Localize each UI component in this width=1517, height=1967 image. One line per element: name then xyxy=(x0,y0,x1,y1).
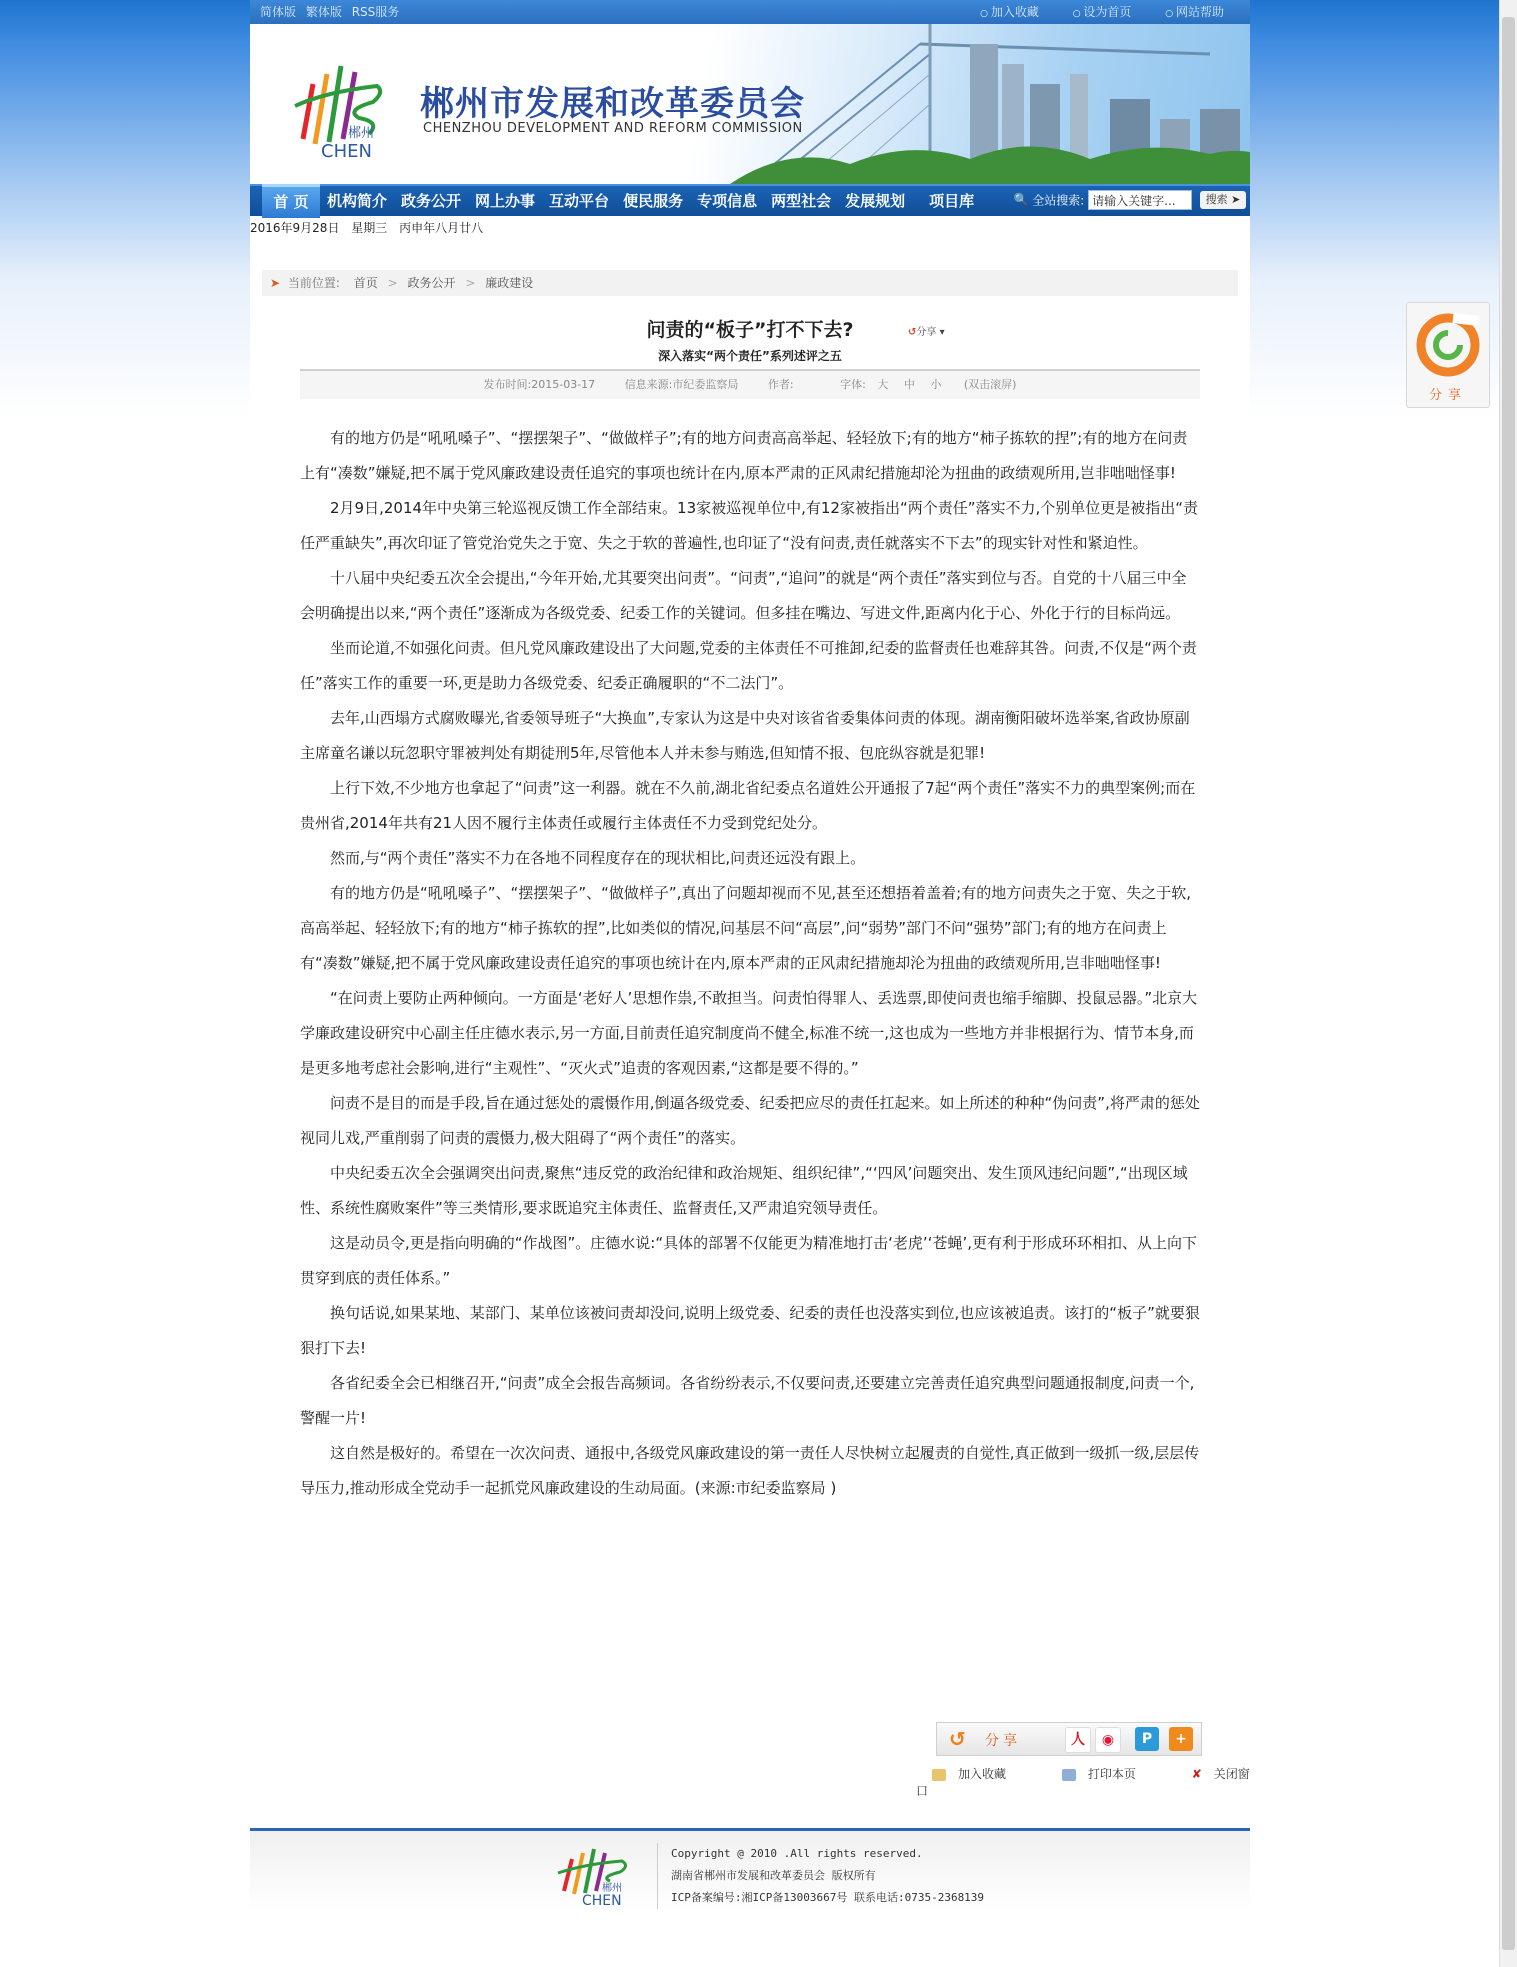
close-icon: ✘ xyxy=(1191,1767,1202,1781)
current-date: 2016年9月28日 xyxy=(250,221,340,235)
nav-special-info[interactable]: 专项信息 xyxy=(697,192,758,210)
link-set-homepage[interactable]: ○ 设为首页 xyxy=(1073,5,1132,19)
nav-online-services[interactable]: 网上办事 xyxy=(475,192,536,210)
search-label: 全站搜索: xyxy=(1032,193,1085,208)
paragraph: 这自然是极好的。希望在一次次问责、通报中,各级党风廉政建设的第一责任人尽快树立起履责的自觉性,真正做到一级抓一级,层层传导压力,推动形成全党动手一起抓党风廉政建设的生动局面。(来源:市纪委监察局 ) xyxy=(300,1444,1200,1497)
breadcrumb-gov-affairs[interactable]: 政务公开 xyxy=(407,276,456,290)
link-simplified[interactable]: 简体版 xyxy=(260,5,297,19)
breadcrumb xyxy=(262,270,1238,296)
paragraph: 然而,与“两个责任”落实不力在各地不同程度存在的现状相比,问责还远没有跟上。 xyxy=(330,849,866,867)
weibo-share-icon[interactable]: ◉ xyxy=(1095,1727,1121,1753)
close-window-label: 关闭窗口 xyxy=(916,1767,1250,1798)
share-logo-icon xyxy=(1407,303,1489,383)
main-navigation xyxy=(250,184,1250,216)
pengyou-share-icon[interactable]: P xyxy=(1135,1727,1159,1751)
share-mini-button[interactable]: ↺分享 ▾ xyxy=(908,327,945,338)
paragraph: 各省纪委全会已相继召开,“问责”成全会报告高频词。各省纷纷表示,不仅要问责,还要建立完善责任追究典型问题通报制度,问责一个,警醒一片! xyxy=(300,1374,1195,1427)
print-icon xyxy=(1062,1769,1076,1781)
footer-divider xyxy=(657,1843,658,1909)
author: 作者: xyxy=(767,378,794,391)
site-logo[interactable] xyxy=(285,44,395,169)
search-button[interactable]: 搜索 ➤ xyxy=(1200,191,1246,209)
share-mini-label: 分享 xyxy=(916,327,937,338)
paragraph: 坐而论道,不如强化问责。但凡党风廉政建设出了大问题,党委的主体责任不可推卸,纪委的监督责任也难辞其咎。问责,不仅是“两个责任”落实工作的重要一环,更是助力各级党委、纪委正确履职的“不二法门”。 xyxy=(300,639,1197,692)
share-toolbar xyxy=(936,1722,1202,1756)
more-share-icon[interactable]: + xyxy=(1169,1727,1193,1751)
article-meta xyxy=(300,371,1200,399)
paragraph: 有的地方仍是“吼吼嗓子”、“摆摆架子”、“做做样子”;有的地方问责高高举起、轻轻放下;有的地方“柿子拣软的捏”;有的地方在问责上有“凑数”嫌疑,把不属于党风廉政建设责任追究的事项也统计在内,原本严肃的正风肃纪措施却沦为扭曲的政绩观所用,岂非咄咄怪事! xyxy=(300,429,1188,482)
vertical-scrollbar[interactable] xyxy=(1499,0,1517,1967)
breadcrumb-home[interactable]: 首页 xyxy=(353,276,378,290)
breadcrumb-current[interactable]: 廉政建设 xyxy=(485,276,534,290)
paragraph: 2月9日,2014年中央第三轮巡视反馈工作全部结束。13家被巡视单位中,有12家被指出“两个责任”落实不力,个别单位更是被指出“责任严重缺失”,再次印证了管党治党失之于宽、失之于软的普遍性,也印证了“没有问责,责任就落实不下去”的现实针对性和紧迫性。 xyxy=(300,499,1199,552)
nav-about[interactable]: 机构简介 xyxy=(327,192,388,210)
add-favorite-label: 加入收藏 xyxy=(958,1767,1007,1781)
font-large-button[interactable]: 大 xyxy=(877,378,889,391)
share-logo-icon[interactable]: ↺ xyxy=(949,1727,966,1751)
footer-owner: 湖南省郴州市发展和改革委员会 版权所有 xyxy=(671,1869,876,1882)
nav-project-library[interactable]: 项目库 xyxy=(929,192,975,210)
footer-logo-cn: 郴州 xyxy=(602,1883,622,1894)
nav-interaction[interactable]: 互动平台 xyxy=(549,192,610,210)
article-title: 问责的“板子”打不下去? xyxy=(646,319,854,341)
print-tool[interactable] xyxy=(1054,1767,1154,1781)
font-small-button[interactable]: 小 xyxy=(930,378,942,391)
share-label[interactable]: 分享 xyxy=(985,1733,1021,1749)
breadcrumb-arrow-icon: ➤ xyxy=(270,276,281,290)
logo-en-text: CHEN xyxy=(321,141,372,162)
nav-gov-affairs[interactable]: 政务公开 xyxy=(401,192,462,210)
add-favorite-tool[interactable] xyxy=(924,1767,1024,1781)
font-medium-button[interactable]: 中 xyxy=(903,378,915,391)
article-title-row xyxy=(300,315,1200,343)
floating-share-label: 分享 xyxy=(1428,388,1467,403)
article-subtitle: 深入落实“两个责任”系列述评之五 xyxy=(300,347,1200,371)
footer-icp: ICP备案编号:湘ICP备13003667号 联系电话:0735-2368139 xyxy=(671,1891,985,1904)
paragraph: 十八届中央纪委五次全会提出,“今年开始,尤其要突出问责”。“问责”,“追问”的就是“两个责任”落实到位与否。自党的十八届三中全会明确提出以来,“两个责任”逐渐成为各级党委、纪委工作的关键词。但多挂在嘴边、写进文件,距离内化于心、外化于行的目标尚远。 xyxy=(300,569,1187,622)
print-label: 打印本页 xyxy=(1087,1767,1136,1781)
logo-cn-text: 郴州 xyxy=(348,126,375,141)
double-click-scroll-hint: (双击滚屏) xyxy=(963,378,1017,391)
paragraph: 这是动员令,更是指向明确的“作战图”。庄德水说:“具体的部署不仅能更为精准地打击‘老虎’‘苍蝇’,更有利于形成环环相扣、从上向下贯穿到底的责任体系。” xyxy=(300,1234,1197,1287)
publish-time: 发布时间:2015-03-17 xyxy=(483,378,596,391)
paragraph: 去年,山西塌方式腐败曝光,省委领导班子“大换血”,专家认为这是中央对该省省委集体问责的体现。湖南衡阳破坏选举案,省政协原副主席童名谦以玩忽职守罪被判处有期徒刑5年,尽管他本人并未参与贿选,但知情不报、包庇纵容就是犯罪! xyxy=(300,709,1190,762)
link-add-favorite[interactable]: ○ 加入收藏 xyxy=(980,5,1039,19)
site-subtitle: CHENZHOU DEVELOPMENT AND REFORM COMMISSION xyxy=(423,121,803,136)
date-bar xyxy=(250,216,1250,240)
folder-icon xyxy=(932,1769,946,1781)
search-input[interactable] xyxy=(1088,190,1192,210)
footer-logo xyxy=(550,1839,640,1909)
paragraph: 问责不是目的而是手段,旨在通过惩处的震慑作用,倒逼各级党委、纪委把应尽的责任扛起来。如上所述的种种“伪问责”,将严肃的惩处视同儿戏,严重削弱了问责的震慑力,极大阻碍了“两个责任”的落实。 xyxy=(300,1094,1200,1147)
search-button-label: 搜索 xyxy=(1205,193,1228,206)
nav-home[interactable]: 首 页 xyxy=(262,184,320,218)
article xyxy=(300,315,1200,1506)
breadcrumb-separator-icon: > xyxy=(465,276,476,290)
info-source: 信息来源:市纪委监察局 xyxy=(624,378,739,391)
paragraph: 中央纪委五次全会强调突出问责,聚焦“违反党的政治纪律和政治规矩、组织纪律”,“‘四风’问题突出、发生顶风违纪问题”,“出现区域性、系统性腐败案件”等三类情形,要求既追究主体责任、监督责任,又严肃追究领导责任。 xyxy=(300,1164,1188,1217)
nav-public-services[interactable]: 便民服务 xyxy=(623,192,684,210)
breadcrumb-label: 当前位置: xyxy=(287,276,340,290)
nav-two-type-society[interactable]: 两型社会 xyxy=(771,192,832,210)
page-container xyxy=(250,0,1250,1967)
footer-copyright: Copyright @ 2010 .All rights reserved. xyxy=(671,1847,923,1860)
lunar-date: 丙申年八月廿八 xyxy=(399,221,484,235)
link-traditional[interactable]: 繁体版 xyxy=(305,5,342,19)
site-title: 郴州市发展和改革委员会 xyxy=(420,84,805,124)
paragraph: 有的地方仍是“吼吼嗓子”、“摆摆架子”、“做做样子”,真出了问题却视而不见,甚至还想捂着盖着;有的地方问责失之于宽、失之于软,高高举起、轻轻放下;有的地方“柿子拣软的捏”,比如类似的情况,问基层不问“高层”,问“弱势”部门不问“强势”部门;有的地方在问责上有“凑数”嫌疑,把不属于党风廉政建设责任追究的事项也统计在内,原本严肃的正风肃纪措施却沦为扭曲的政绩观所用,岂非咄咄怪事! xyxy=(300,884,1191,972)
footer-logo-en: CHEN xyxy=(582,1893,622,1909)
breadcrumb-separator-icon: > xyxy=(387,276,398,290)
site-search xyxy=(1014,190,1246,210)
current-weekday: 星期三 xyxy=(351,221,388,235)
paragraph: 上行下效,不少地方也拿起了“问责”这一利器。就在不久前,湖北省纪委点名道姓公开通报了7起“两个责任”落实不力的典型案例;而在贵州省,2014年共有21人因不履行主体责任或履行主体责任不力受到党纪处分。 xyxy=(300,779,1196,832)
link-rss[interactable]: RSS服务 xyxy=(351,5,400,19)
font-size-label: 字体: xyxy=(840,378,866,391)
renren-share-icon[interactable]: 人 xyxy=(1065,1727,1091,1753)
search-icon: 🔍 xyxy=(1013,192,1029,207)
city-skyline-illustration xyxy=(730,24,1250,184)
share-mini-icon: ↺ xyxy=(908,327,917,338)
paragraph: “在问责上要防止两种倾向。一方面是‘老好人’思想作祟,不敢担当。问责怕得罪人、丢选票,即使问责也缩手缩脚、投鼠忌器。”北京大学廉政建设研究中心副主任庄德水表示,另一方面,目前责任追究制度尚不健全,标准不统一,这也成为一些地方并非根据行为、情节本身,而是更多地考虑社会影响,进行“主观性”、“灭火式”追责的客观因素,“这都是要不得的。” xyxy=(300,989,1198,1077)
link-help[interactable]: ○ 网站帮助 xyxy=(1165,5,1224,19)
footer-text xyxy=(671,1843,984,1909)
article-body xyxy=(300,421,1200,1506)
top-utility-bar xyxy=(250,0,1250,24)
scrollbar-thumb[interactable] xyxy=(1502,17,1515,1950)
site-footer xyxy=(250,1828,1250,1911)
article-tools xyxy=(916,1765,1250,1799)
paragraph: 换句话说,如果某地、某部门、某单位该被问责却没问,说明上级党委、纪委的责任也没落实到位,也应该被追责。该打的“板子”就要狠狠打下去! xyxy=(300,1304,1200,1357)
floating-share-button[interactable] xyxy=(1406,302,1490,408)
nav-dev-planning[interactable]: 发展规划 xyxy=(845,192,906,210)
header-banner xyxy=(250,24,1250,184)
